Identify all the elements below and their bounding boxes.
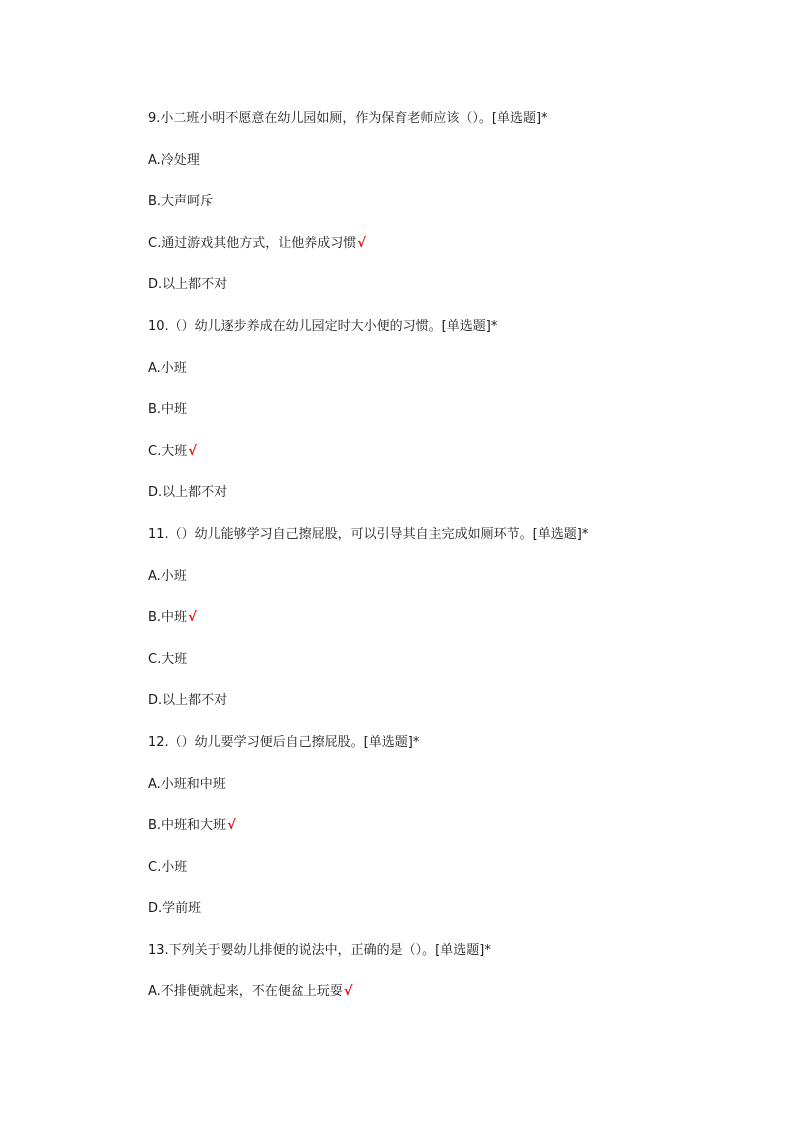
option-9c [148,234,748,276]
option-text: A.冷处理 [148,152,200,168]
option-text: A.小班 [148,568,187,584]
option-12c [148,858,748,900]
question-11 [148,525,748,567]
option-text: B.中班和大班 [148,818,227,834]
question-13 [148,941,748,983]
question-text: 12.（）幼儿要学习便后自己擦屁股。[单选题]* [148,734,420,750]
question-10 [148,317,748,359]
option-text: C.小班 [148,859,188,875]
option-11c [148,650,748,692]
check-mark-icon: √ [227,818,236,834]
option-text: C.大班 [148,651,188,667]
option-12b [148,816,748,858]
option-text: A.不排便就起来，不在便盆上玩耍 [148,984,343,1000]
option-text: B.大声呵斥 [148,194,214,210]
check-mark-icon: √ [188,443,197,459]
option-10d [148,483,748,525]
option-10a [148,359,748,401]
check-mark-icon: √ [188,610,197,626]
option-text: D.以上都不对 [148,277,228,293]
option-text: D.学前班 [148,901,202,917]
question-12 [148,733,748,775]
option-11d [148,691,748,733]
question-text: 9.小二班小明不愿意在幼儿园如厕，作为保育老师应该（）。[单选题]* [148,111,548,126]
option-12a [148,775,748,817]
document-page [148,109,748,1024]
option-13a [148,982,748,1024]
option-text: A.小班和中班 [148,776,226,792]
option-12d [148,899,748,941]
question-text: 11.（）幼儿能够学习自己擦屁股，可以引导其自主完成如厕环节。[单选题]* [148,526,589,542]
option-text: B.中班 [148,610,188,626]
option-10b [148,400,748,442]
option-text: C.大班 [148,443,188,459]
check-mark-icon: √ [357,235,366,251]
option-11a [148,567,748,609]
question-9 [148,109,748,151]
option-text: D.以上都不对 [148,485,228,501]
question-text: 13.下列关于婴幼儿排便的说法中，正确的是（）。[单选题]* [148,942,491,958]
option-10c [148,442,748,484]
option-text: D.以上都不对 [148,693,228,709]
option-9a [148,151,748,193]
option-text: A.小班 [148,360,187,376]
check-mark-icon: √ [343,984,353,1000]
option-9d [148,275,748,317]
option-text: C.通过游戏其他方式，让他养成习惯 [148,235,357,251]
option-11b [148,608,748,650]
question-text: 10.（）幼儿逐步养成在幼儿园定时大小便的习惯。[单选题]* [148,318,498,334]
option-9b [148,192,748,234]
option-text: B.中班 [148,402,188,418]
